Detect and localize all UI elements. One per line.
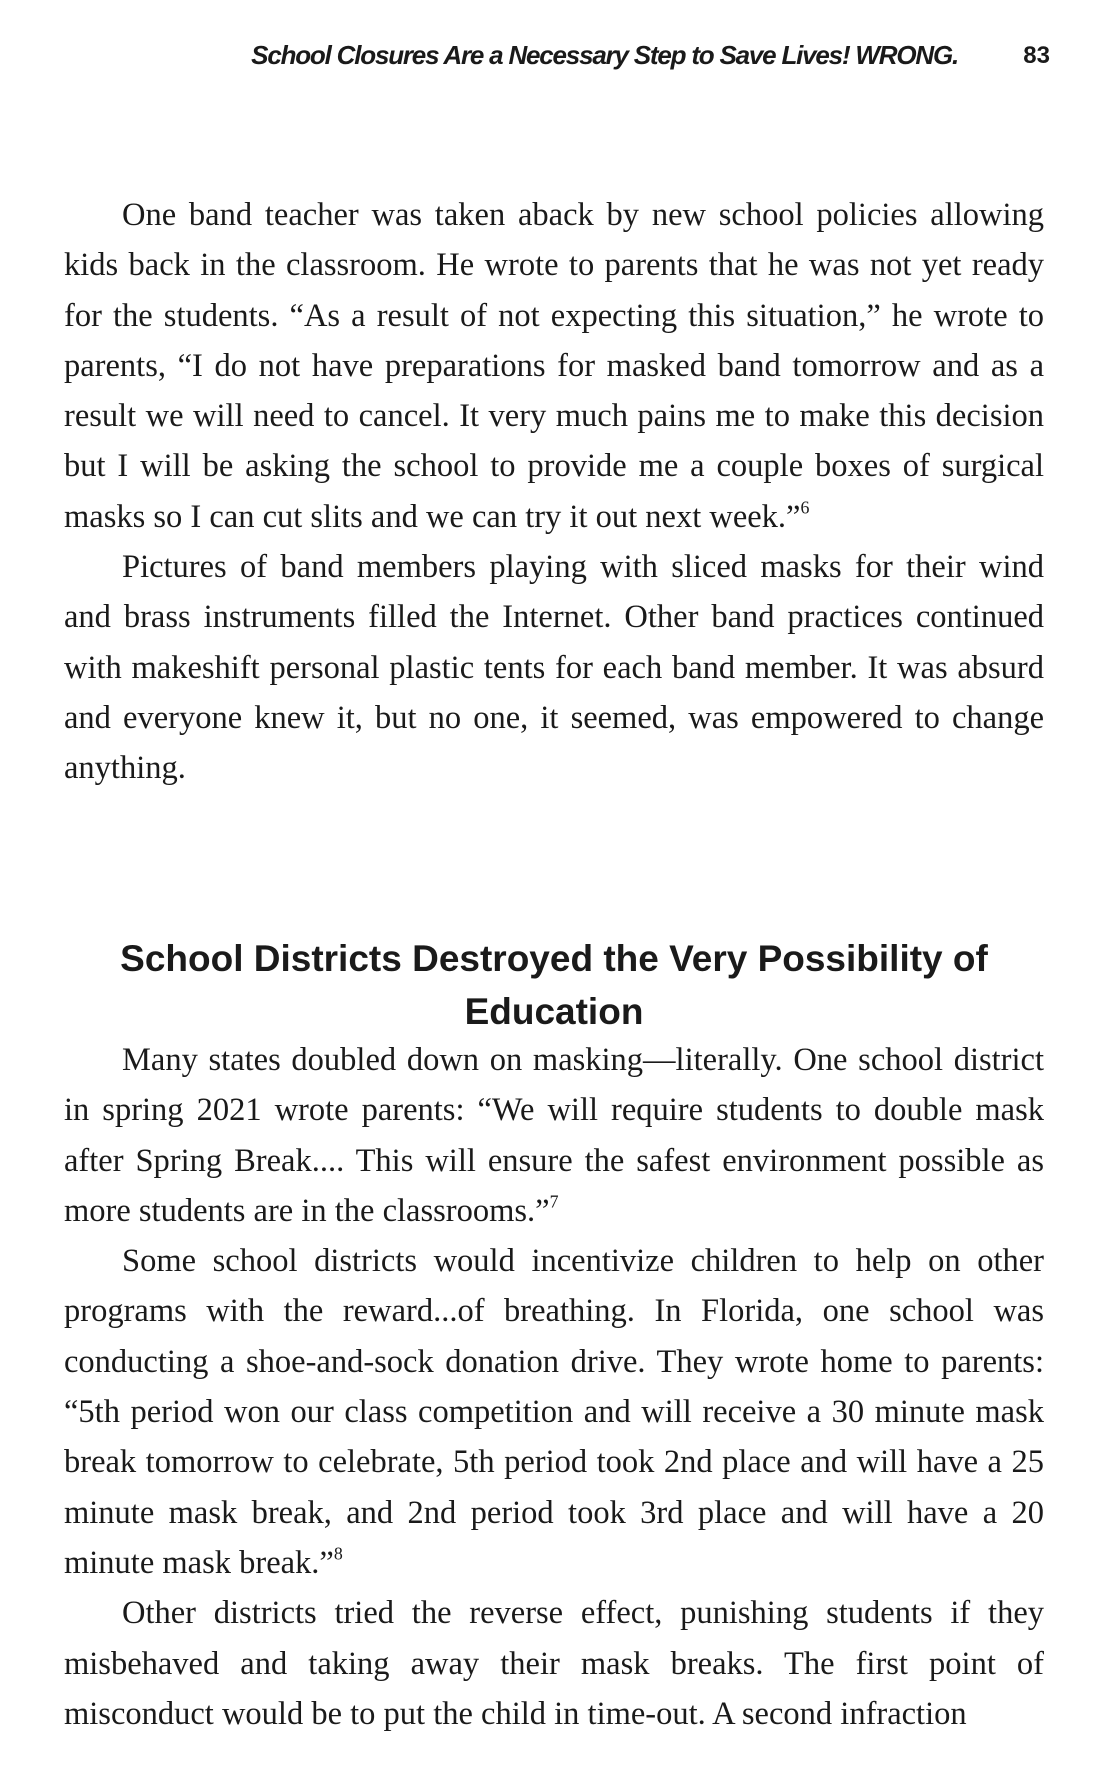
paragraph-text: Pictures of band members playing with sliced masks for their wind and brass instruments filled the Internet. Other band practices continued with makeshift personal plastic tents for each band member. It was absurd and everyone knew it, but no one, it seemed, was empowered to change anything.	[64, 549, 1044, 787]
paragraph-text: Many states doubled down on masking—literally. One school district in spring 2021 wrote parents: “We will require students to double mask after Spring Break.... This will ensure the safest environment possible as more students are in the classrooms.”	[64, 1042, 1044, 1229]
footnote-ref-8: 8	[333, 1543, 343, 1564]
paragraph-text: Other districts tried the reverse effect, punishing students if they misbehaved and taking away their mask breaks. The first point of misconduct would be to put the child in time-out. A second infraction	[64, 1595, 1044, 1732]
paragraph-double-mask	[64, 1035, 1044, 1236]
footnote-ref-6: 6	[800, 497, 810, 518]
body-text-top	[64, 190, 1044, 794]
running-title: School Closures Are a Necessary Step to Save Lives! WRONG.	[251, 40, 958, 70]
paragraph-band-teacher	[64, 190, 1044, 542]
page-number: 83	[1023, 42, 1050, 69]
section-heading: School Districts Destroyed the Very Possibility of Education	[120, 938, 988, 1032]
paragraph-reverse-effect	[64, 1588, 1044, 1739]
body-text-bottom	[64, 1035, 1044, 1739]
footnote-ref-7: 7	[549, 1191, 559, 1212]
running-head	[0, 40, 1110, 80]
paragraph-mask-break-reward	[64, 1236, 1044, 1588]
paragraph-text: One band teacher was taken aback by new school policies allowing kids back in the classroom. He wrote to parents that he was not yet ready for the students. “As a result of not expecting this situation,” he wrote to parents, “I do not have preparations for masked band tomorrow and as a result we will need to cancel. It very much pains me to make this decision but I will be asking the school to provide me a couple boxes of surgical masks so I can cut slits and we can try it out next week.”	[64, 197, 1044, 535]
paragraph-sliced-masks	[64, 542, 1044, 793]
paragraph-text: Some school districts would incentivize children to help on other programs with the reward...of breathing. In Florida, one school was conducting a shoe-and-sock donation drive. They wrote home to parents: “5th period won our class competition and will receive a 30 minute mask break tomorrow to celebrate, 5th period took 2nd place and will have a 25 minute mask break, and 2nd period took 3rd place and will have a 20 minute mask break.”	[64, 1243, 1044, 1581]
